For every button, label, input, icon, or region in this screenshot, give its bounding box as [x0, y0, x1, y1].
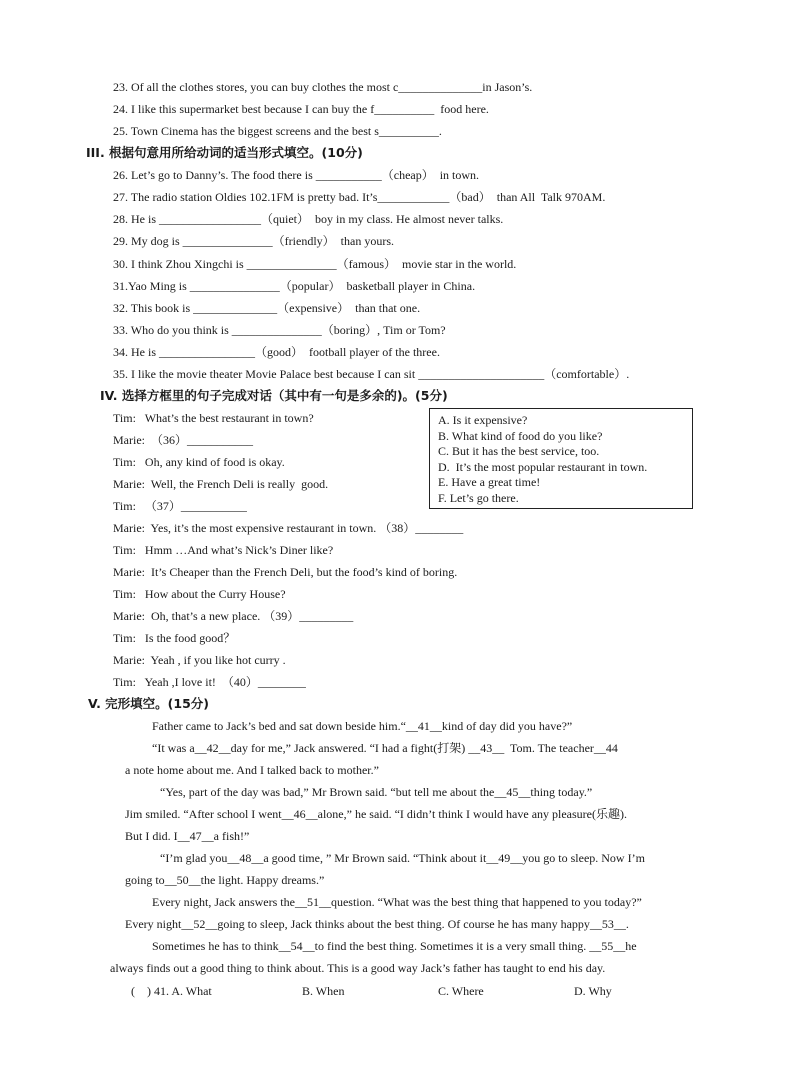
dialogue-line: Tim: How about the Curry House?	[113, 587, 286, 601]
passage-line: “It was a__42__day for me,” Jack answered. “I had a fight(打架) __43__ Tom. The teacher__44	[152, 741, 618, 755]
question-29: 29. My dog is _______________（friendly） than yours.	[113, 234, 394, 248]
passage-line: a note home about me. And I talked back to mother.”	[125, 763, 379, 777]
question-30: 30. I think Zhou Xingchi is _______________（famous） movie star in the world.	[113, 257, 517, 271]
dialogue-line: Marie: Oh, that’s a new place. （39）_________	[113, 609, 354, 623]
question-41-option-d: D. Why	[574, 984, 612, 998]
question-32: 32. This book is ______________（expensive） than that one.	[113, 301, 421, 315]
option-a: A. Is it expensive?	[438, 413, 528, 427]
passage-line: Father came to Jack’s bed and sat down beside him.“__41__kind of day did you have?”	[152, 719, 573, 733]
passage-line: Jim smiled. “After school I went__46__alone,” he said. “I didn’t think I would have any pleasure(乐趣).	[125, 807, 627, 821]
dialogue-line: Tim: Is the food good？	[113, 631, 236, 645]
question-23: 23. Of all the clothes stores, you can buy clothes the most c______________in Jason’s.	[113, 80, 533, 94]
option-d: D. It’s the most popular restaurant in town.	[438, 459, 648, 474]
dialogue-line: Marie: It’s Cheaper than the French Deli, but the food’s kind of boring.	[113, 565, 458, 579]
question-25: 25. Town Cinema has the biggest screens and the best s__________.	[113, 124, 442, 138]
dialogue-line: Tim: Oh, any kind of food is okay.	[113, 455, 285, 469]
options-box	[429, 408, 693, 509]
passage-line: Every night, Jack answers the__51__question. “What was the best thing that happened to you today?”	[152, 895, 642, 909]
passage-line: Every night__52__going to sleep, Jack thinks about the best thing. Of course he has many happy__53__.	[125, 917, 629, 931]
section-4-heading: IV. 选择方框里的句子完成对话（其中有一句是多余的)。(5分)	[100, 388, 448, 403]
dialogue-line: Tim: Hmm …And what’s Nick’s Diner like?	[113, 543, 334, 557]
passage-line: going to__50__the light. Happy dreams.”	[125, 873, 325, 887]
dialogue-line: Tim: （37）___________	[113, 499, 247, 513]
passage-line: always finds out a good thing to think about. This is a good way Jack’s father has taught to end his day.	[110, 961, 606, 975]
question-33: 33. Who do you think is _______________（boring）, Tim or Tom?	[113, 323, 446, 337]
dialogue-line: Marie: Yes, it’s the most expensive restaurant in town. （38）________	[113, 521, 464, 535]
option-f: F. Let’s go there.	[438, 490, 519, 505]
option-e: E. Have a great time!	[438, 475, 541, 490]
dialogue-line: Marie: Well, the French Deli is really good.	[113, 477, 329, 491]
question-26: 26. Let’s go to Danny’s. The food there is ___________（cheap） in town.	[113, 168, 480, 182]
passage-line: But I did. I__47__a fish!”	[125, 829, 250, 843]
question-24: 24. I like this supermarket best because I can buy the f__________ food here.	[113, 102, 489, 116]
passage-line: “Yes, part of the day was bad,” Mr Brown said. “but tell me about the__45__thing today.”	[160, 785, 593, 799]
question-41-option-b: B. When	[302, 984, 345, 998]
question-41-stem: ( ) 41. A. What	[131, 984, 212, 998]
passage-line: “I’m glad you__48__a good time, ” Mr Brown said. “Think about it__49__you go to sleep. Now I’m	[160, 851, 645, 865]
section-5-heading: V. 完形填空。(15分)	[88, 696, 209, 711]
question-34: 34. He is ________________（good） football player of the three.	[113, 345, 440, 359]
dialogue-line: Marie: Yeah , if you like hot curry .	[113, 653, 286, 667]
option-c: C. But it has the best service, too.	[438, 444, 600, 459]
question-27: 27. The radio station Oldies 102.1FM is pretty bad. It’s____________（bad） than All Talk 970AM.	[113, 190, 606, 204]
question-31: 31.Yao Ming is _______________（popular） basketball player in China.	[113, 279, 476, 293]
question-41-option-c: C. Where	[438, 984, 484, 998]
dialogue-line: Marie: （36）___________	[113, 433, 253, 447]
question-35: 35. I like the movie theater Movie Palace best because I can sit _____________________（comfortable）.	[113, 367, 630, 381]
dialogue-line: Tim: Yeah ,I love it! （40）________	[113, 675, 306, 689]
passage-line: Sometimes he has to think__54__to find the best thing. Sometimes it is a very small thing. __55__he	[152, 939, 637, 953]
dialogue-line: Tim: What’s the best restaurant in town?	[113, 411, 314, 425]
option-b: B. What kind of food do you like?	[438, 428, 603, 443]
section-3-heading: III. 根据句意用所给动词的适当形式填空。(10分)	[86, 145, 363, 160]
question-28: 28. He is _________________（quiet） boy in my class. He almost never talks.	[113, 212, 504, 226]
